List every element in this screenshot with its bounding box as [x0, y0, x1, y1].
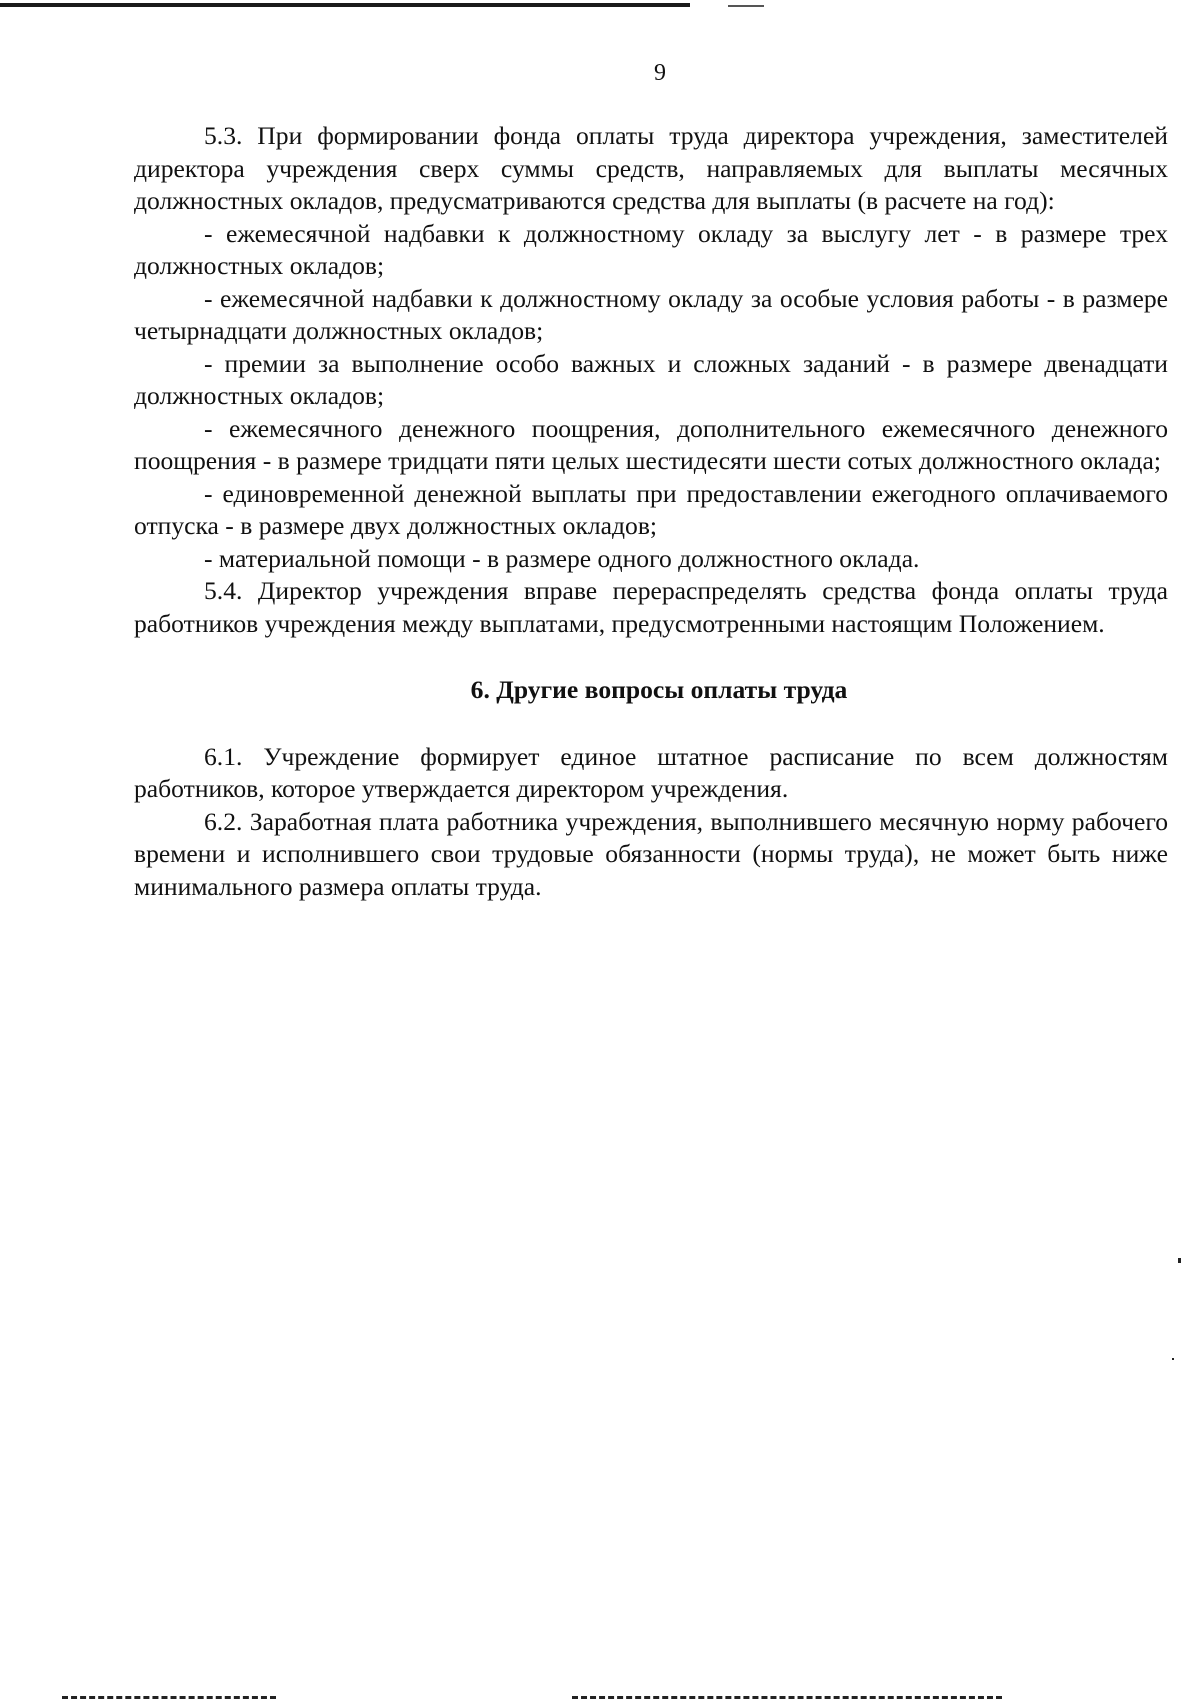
- paragraph-6-1: 6.1. Учреждение формирует единое штатное расписание по всем должностям работников, которое утверждается директором учреждения.: [134, 741, 1168, 803]
- paragraph-5-3: 5.3. При формировании фонда оплаты труда директора учреждения, заместителей директора учреждения сверх суммы средств, направляемых для выплаты месячных должностных окладов, предусматриваются средства для выплаты (в расчете на год):: [134, 121, 1168, 215]
- paragraph-6-2: 6.2. Заработная плата работника учреждения, выполнившего месячную норму рабочего времени и исполнившего свои трудовые обязанности (нормы труда), не может быть ниже минимального размера оплаты труда.: [134, 806, 1168, 901]
- page-number: 9: [654, 60, 666, 86]
- section-heading: 6. Другие вопросы оплаты труда: [470, 675, 848, 704]
- document-body: [134, 120, 1168, 903]
- list-item: - единовременной денежной выплаты при предоставлении ежегодного оплачиваемого отпуска - в размере двух должностных окладов;: [134, 478, 1168, 540]
- list-item: - ежемесячной надбавки к должностному окладу за особые условия работы - в размере четырнадцати должностных окладов;: [134, 283, 1168, 345]
- list-item: - ежемесячного денежного поощрения, дополнительного ежемесячного денежного поощрения - в размере тридцати пяти целых шестидесяти шести сотых должностного оклада;: [134, 413, 1168, 475]
- scan-speck: [1178, 1258, 1181, 1263]
- scan-edge-dashes: [572, 1696, 1002, 1699]
- list-item: - премии за выполнение особо важных и сложных заданий - в размере двенадцати должностных окладов;: [134, 348, 1168, 410]
- paragraph-5-4: 5.4. Директор учреждения вправе перераспределять средства фонда оплаты труда работников учреждения между выплатами, предусмотренными настоящим Положением.: [134, 576, 1168, 638]
- list-item: - ежемесячной надбавки к должностному окладу за выслугу лет - в размере трех должностных окладов;: [134, 218, 1168, 280]
- scan-edge-line: [0, 3, 690, 7]
- scan-edge-line-fragment: [728, 5, 764, 7]
- list-item: - материальной помощи - в размере одного должностного оклада.: [204, 543, 920, 573]
- scan-speck: [1172, 1358, 1174, 1360]
- scan-edge-dashes: [62, 1696, 276, 1699]
